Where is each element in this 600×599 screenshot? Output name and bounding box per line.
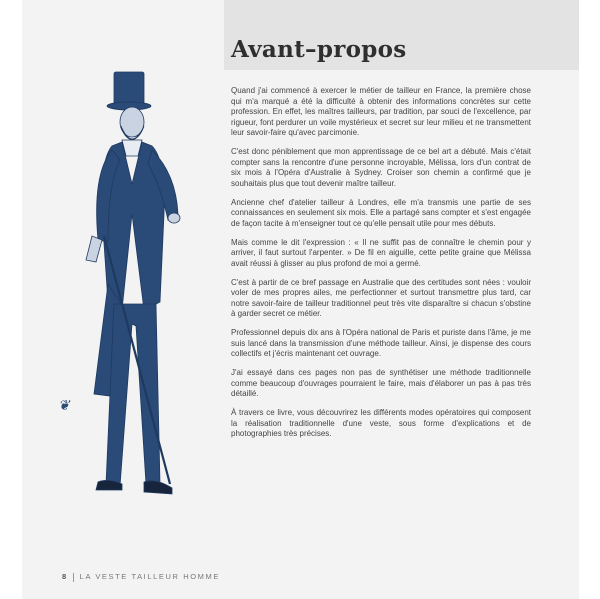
body-text [231,86,531,448]
gentleman-in-frock-coat-illustration [52,64,224,512]
page-number: 8 [62,572,67,581]
paragraph: C'est à partir de ce bref passage en Australie que des certitudes sont nées : vouloir voler de mes propres ailes, me perfectionner et surtout transmettre plus tard, car notre savoir-faire de tailleur traditionnel peut très vite disparaître si chacun s'obstine à garder secret ce métier. [231,277,531,318]
paragraph: J'ai essayé dans ces pages non pas de synthétiser une méthode traditionnelle comme beaucoup d'ouvrages pourraient le faire, mais d'élaborer un pas à pas très détaillé. [231,368,531,398]
paragraph: Mais comme le dit l'expression : « Il ne suffit pas de connaître le chemin pour y arriver, il faut surtout l'arpenter. » De fil en aiguille, cette petite graine que Mélissa avait réussi à glisser au plus profond de moi a germé. [231,237,531,268]
page-title: Avant–propos [231,36,407,63]
paragraph: Professionnel depuis dix ans à l'Opéra national de Paris et puriste dans l'âme, je me suis lancé dans la transmission d'une méthode tailleur. Ainsi, je dispense des cours collectifs et j'écris maintenant cet ouvrage. [231,328,531,358]
page-footer [62,572,220,582]
svg-text:❦: ❦ [58,398,70,414]
footer-divider [73,573,74,582]
paragraph: C'est donc péniblement que mon apprentissage de ce bel art a débuté. Mais c'était compter sans la rencontre d'une personne incroyable, Mélissa, lors d'un contrat de six mois à l'Opéra d'Australie à Sydney. Croiser son chemin a confirmé que je souhaitais plus que tout devenir maître tailleur. [231,147,531,188]
paragraph: Quand j'ai commencé à exercer le métier de tailleur en France, la première chose qui m'a marqué a été la difficulté à obtenir des informations concrètes sur cette profession. En effet, les maîtres tailleurs, par tradition, par souci de l'excellence, par rigueur, font perdurer un voile mystérieux et secret sur leur milieu et ne transmettent leur savoir-faire qu'avec parcimonie. [231,86,531,137]
running-title: LA VESTE TAILLEUR HOMME [79,572,220,581]
paragraph: À travers ce livre, vous découvrirez les différents modes opératoires qui composent la réalisation traditionnelle d'une veste, sous forme d'explications et de photographies très précises. [231,408,531,438]
paragraph: Ancienne chef d'atelier tailleur à Londres, elle m'a transmis une partie de ses connaissances en seulement six mois. Elle a partagé sans compter et s'est engagée de façon tacite à m'enseigner tout ce qu'elle pensait utile pour mes débuts. [231,197,531,228]
